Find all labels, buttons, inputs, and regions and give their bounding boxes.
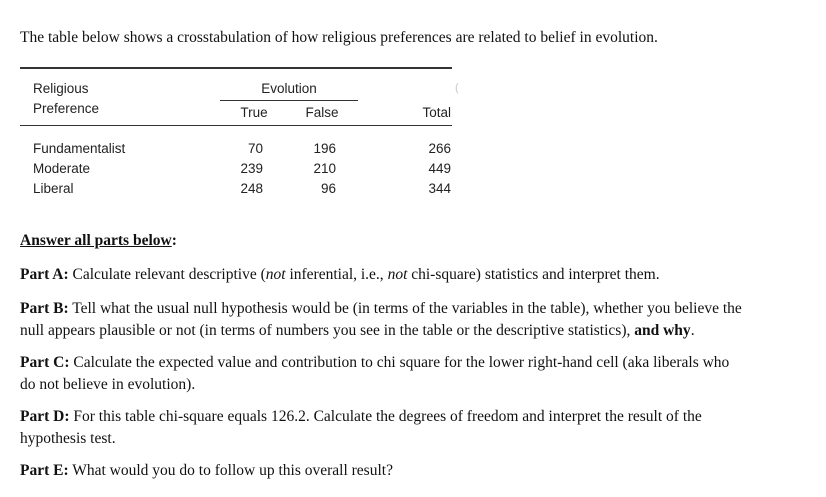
cell-true: 248 bbox=[240, 181, 263, 196]
part-label: Part A: bbox=[20, 266, 69, 283]
part-text: Calculate the expected value and contribution to chi square for the lower right-hand cell (aka liberals who bbox=[69, 354, 730, 371]
cell-total: 266 bbox=[428, 141, 451, 156]
part-label: Part E: bbox=[20, 462, 69, 479]
part-text: do not believe in evolution). bbox=[20, 376, 196, 393]
part-text: For this table chi-square equals 126.2. Calculate the degrees of freedom and interpret the result of the bbox=[69, 408, 702, 425]
row-label: Liberal bbox=[33, 181, 74, 196]
part-d bbox=[20, 406, 702, 450]
part-b bbox=[20, 298, 742, 342]
part-c bbox=[20, 352, 729, 396]
part-text: inferential, i.e., bbox=[285, 266, 388, 283]
part-e bbox=[20, 460, 393, 482]
col-header-true: True bbox=[240, 105, 268, 120]
crosstab-table bbox=[20, 67, 452, 207]
part-emphasis: not bbox=[387, 266, 408, 283]
cell-true: 70 bbox=[247, 141, 263, 156]
cell-false: 196 bbox=[313, 141, 336, 156]
col-header-total: Total bbox=[422, 105, 451, 120]
row-label: Fundamentalist bbox=[33, 141, 126, 156]
cell-false: 96 bbox=[320, 181, 336, 196]
header-bottom-rule bbox=[20, 125, 452, 126]
group-header-underline bbox=[220, 100, 358, 101]
part-text: Calculate relevant descriptive ( bbox=[68, 266, 266, 283]
corner-mark: ( bbox=[455, 82, 459, 94]
row-label: Moderate bbox=[33, 161, 91, 176]
part-text: What would you do to follow up this overall result? bbox=[68, 462, 393, 479]
cell-total: 449 bbox=[428, 161, 451, 176]
part-a bbox=[20, 264, 660, 286]
instructions-heading bbox=[20, 230, 177, 252]
part-emphasis: not bbox=[265, 266, 286, 283]
table-top-rule bbox=[20, 67, 452, 69]
part-emphasis: and why bbox=[634, 322, 691, 339]
cell-false: 210 bbox=[313, 161, 336, 176]
heading-colon: : bbox=[171, 232, 177, 249]
part-text: hypothesis test. bbox=[20, 430, 116, 447]
cell-total: 344 bbox=[428, 181, 451, 196]
part-label: Part C: bbox=[20, 354, 70, 371]
heading-text: Answer all parts below bbox=[20, 232, 172, 249]
part-text: null appears plausible or not (in terms of numbers you see in the table or the descriptive statistics), bbox=[20, 322, 635, 339]
cell-true: 239 bbox=[240, 161, 263, 176]
part-text: chi-square) statistics and interpret them. bbox=[407, 266, 660, 283]
row-header-line1: Religious bbox=[33, 81, 89, 96]
intro-text: The table below shows a crosstabulation of how religious preferences are related to belief in evolution. bbox=[20, 29, 658, 46]
evolution-group-header: Evolution bbox=[261, 81, 317, 96]
part-text: . bbox=[690, 322, 695, 339]
part-text: Tell what the usual null hypothesis would be (in terms of the variables in the table), whether you believe the bbox=[68, 300, 742, 317]
part-label: Part D: bbox=[20, 408, 70, 425]
col-header-false: False bbox=[305, 105, 339, 120]
part-label: Part B: bbox=[20, 300, 69, 317]
row-header-line2: Preference bbox=[33, 101, 100, 116]
